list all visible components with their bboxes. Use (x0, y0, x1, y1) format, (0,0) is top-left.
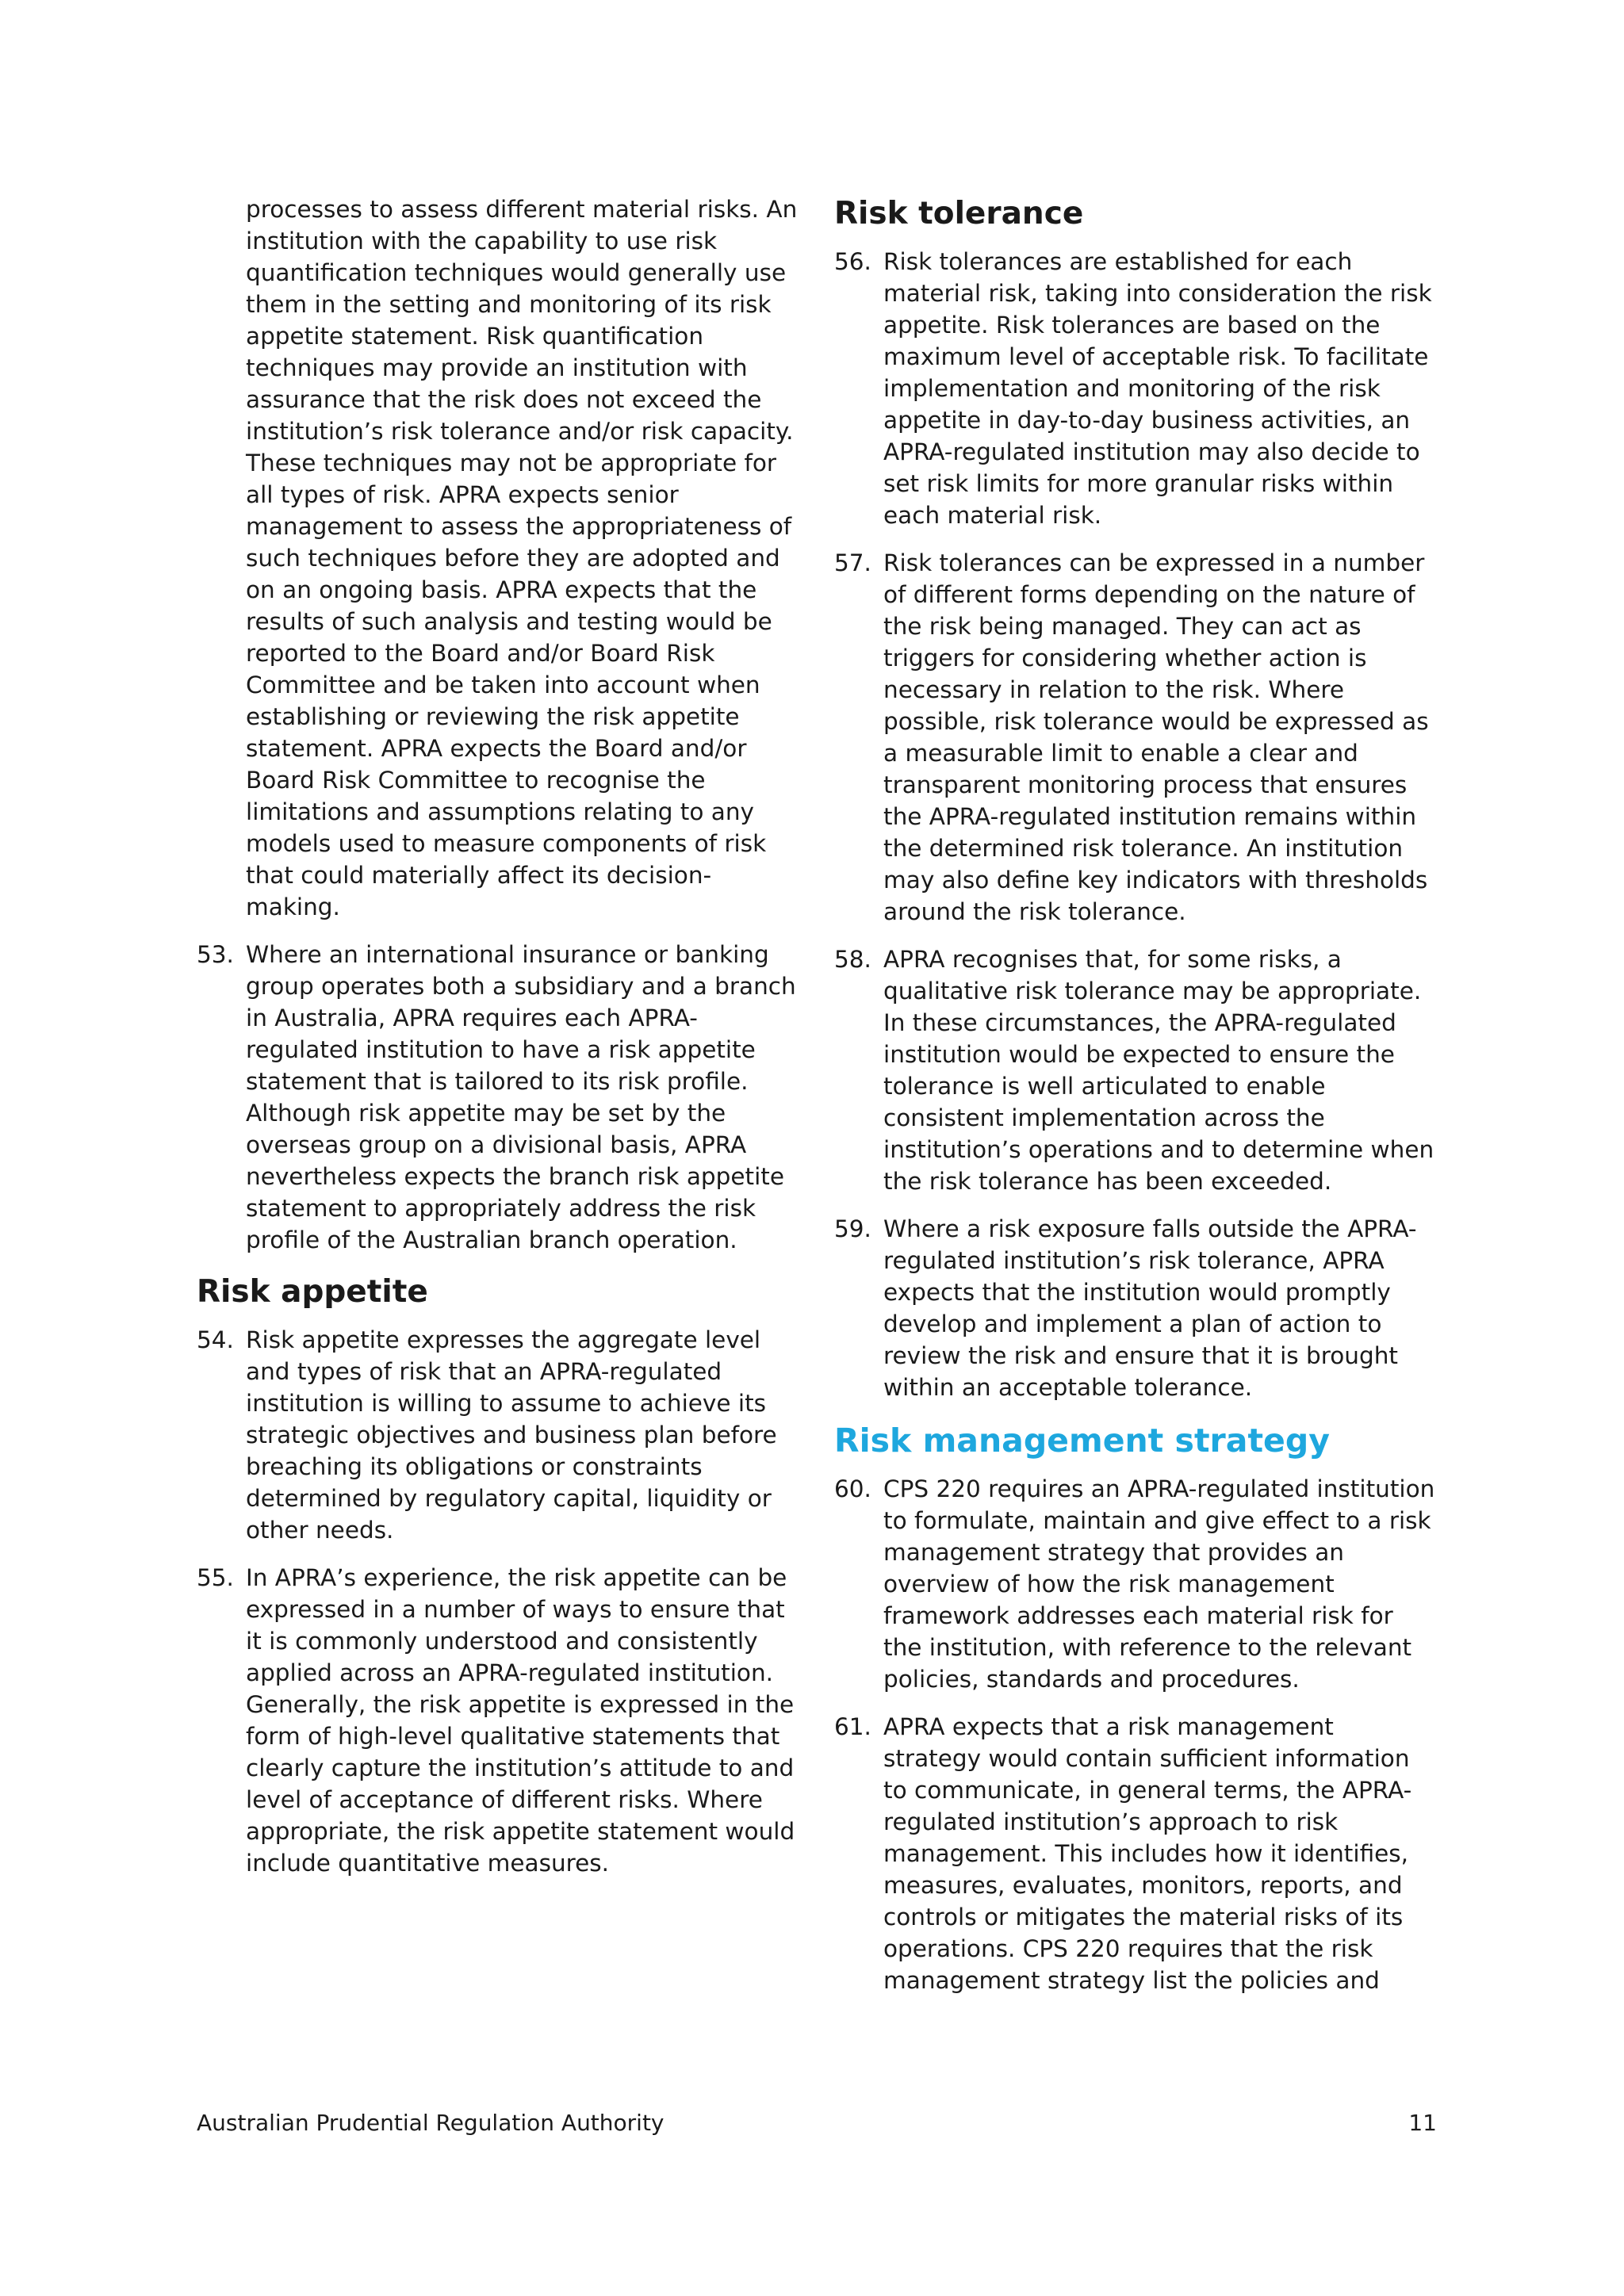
paragraph-text: Where an international insurance or banking group operates both a subsidiary and a branch in Australia, APRA requires each APRA-regulated institution to have a risk appetite statement that is tailored to its risk profile. Although risk appetite may be set by the overseas group on a divisional basis, APRA nevertheless expects the branch risk appetite statement to appropriately address the risk profile of the Australian branch operation. (246, 941, 796, 1253)
paragraph-number: 55. (197, 1564, 234, 1591)
paragraph-59 (834, 1213, 1437, 1403)
paragraph-number: 59. (834, 1215, 871, 1242)
footer-organisation: Australian Prudential Regulation Authority (197, 2110, 665, 2136)
paragraph-54 (197, 1324, 799, 1546)
paragraph-number: 54. (197, 1326, 234, 1353)
paragraph-text: Where a risk exposure falls outside the APRA-regulated institution’s risk tolerance, APRA expects that the institution would promptly develop and implement a plan of action to review the risk and ensure that it is brought within an acceptable tolerance. (883, 1215, 1417, 1401)
paragraph-text: APRA expects that a risk management strategy would contain sufficient information to communicate, in general terms, the APRA-regulated institution’s approach to risk management. This includes how it identifies, measures, evaluates, monitors, reports, and controls or mitigates the material risks of its operations. CPS 220 requires that the risk management strategy list the policies and (883, 1713, 1412, 1994)
left-column (197, 193, 799, 1895)
paragraph-number: 53. (197, 941, 234, 968)
heading-risk-tolerance: Risk tolerance (834, 196, 1084, 232)
paragraph-60 (834, 1473, 1437, 1695)
paragraph-text: APRA recognises that, for some risks, a qualitative risk tolerance may be appropriate. In these circumstances, the APRA-regulated institution would be expected to ensure the tolerance is well articulated to enable consistent implementation across the institution’s operations and to determine when the risk tolerance has been exceeded. (883, 946, 1434, 1195)
paragraph-57 (834, 547, 1437, 928)
paragraph-number: 56. (834, 248, 871, 275)
paragraph-text: Risk tolerances can be expressed in a number of different forms depending on the nature of the risk being managed. They can act as triggers for considering whether action is necessary in relation to the risk. Where possible, risk tolerance would be expressed as a measurable limit to enable a clear and transparent monitoring process that ensures the APRA-regulated institution remains within the determined risk tolerance. An institution may also define key indicators with thresholds around the risk tolerance. (883, 549, 1429, 925)
paragraph-61 (834, 1711, 1437, 1996)
paragraph-text: CPS 220 requires an APRA-regulated institution to formulate, maintain and give effect to a risk management strategy that provides an overview of how the risk management framework addresses each material risk for the institution, with reference to the relevant policies, standards and procedures. (883, 1475, 1435, 1693)
paragraph-number: 61. (834, 1713, 871, 1740)
paragraph-number: 58. (834, 946, 871, 973)
paragraph-55 (197, 1562, 799, 1879)
paragraph-number: 60. (834, 1475, 871, 1502)
heading-risk-appetite: Risk appetite (197, 1274, 428, 1310)
paragraph-52-continuation: processes to assess different material risks. An institution with the capability to use risk quantification techniques would generally use them in the setting and monitoring of its risk appetite statement. Risk quantification techniques may provide an institution with assurance that the risk does not exceed the institution’s risk tolerance and/or risk capacity. These techniques may not be appropriate for all types of risk. APRA expects senior management to assess the appropriateness of such techniques before they are adopted and on an ongoing basis. APRA expects that the results of such analysis and testing would be reported to the Board and/or Board Risk Committee and be taken into account when establishing or reviewing the risk appetite statement. APRA expects the Board and/or Board Risk Committee to recognise the limitations and assumptions relating to any models used to measure components of risk that could materially affect its decision-making. (246, 196, 798, 920)
paragraph-56 (834, 246, 1437, 531)
paragraph-number: 57. (834, 549, 871, 576)
footer-page-number: 11 (1408, 2110, 1437, 2136)
right-column (834, 193, 1437, 2012)
paragraph-text: In APRA’s experience, the risk appetite can be expressed in a number of ways to ensure that it is commonly understood and consistently applied across an APRA-regulated institution. Generally, the risk appetite is expressed in the form of high-level qualitative statements that clearly capture the institution’s attitude to and level of acceptance of different risks. Where appropriate, the risk appetite statement would include quantitative measures. (246, 1564, 795, 1877)
paragraph-text: Risk tolerances are established for each material risk, taking into consideration the risk appetite. Risk tolerances are based on the maximum level of acceptable risk. To facilitate implementation and monitoring of the risk appetite in day-to-day business activities, an APRA-regulated institution may also decide to set risk limits for more granular risks within each material risk. (883, 248, 1432, 529)
heading-risk-management-strategy: Risk management strategy (834, 1422, 1330, 1460)
paragraph-text: Risk appetite expresses the aggregate level and types of risk that an APRA-regulated institution is willing to assume to achieve its strategic objectives and business plan before breaching its obligations or constraints determined by regulatory capital, liquidity or other needs. (246, 1326, 777, 1544)
paragraph-53 (197, 939, 799, 1256)
paragraph-58 (834, 943, 1437, 1197)
